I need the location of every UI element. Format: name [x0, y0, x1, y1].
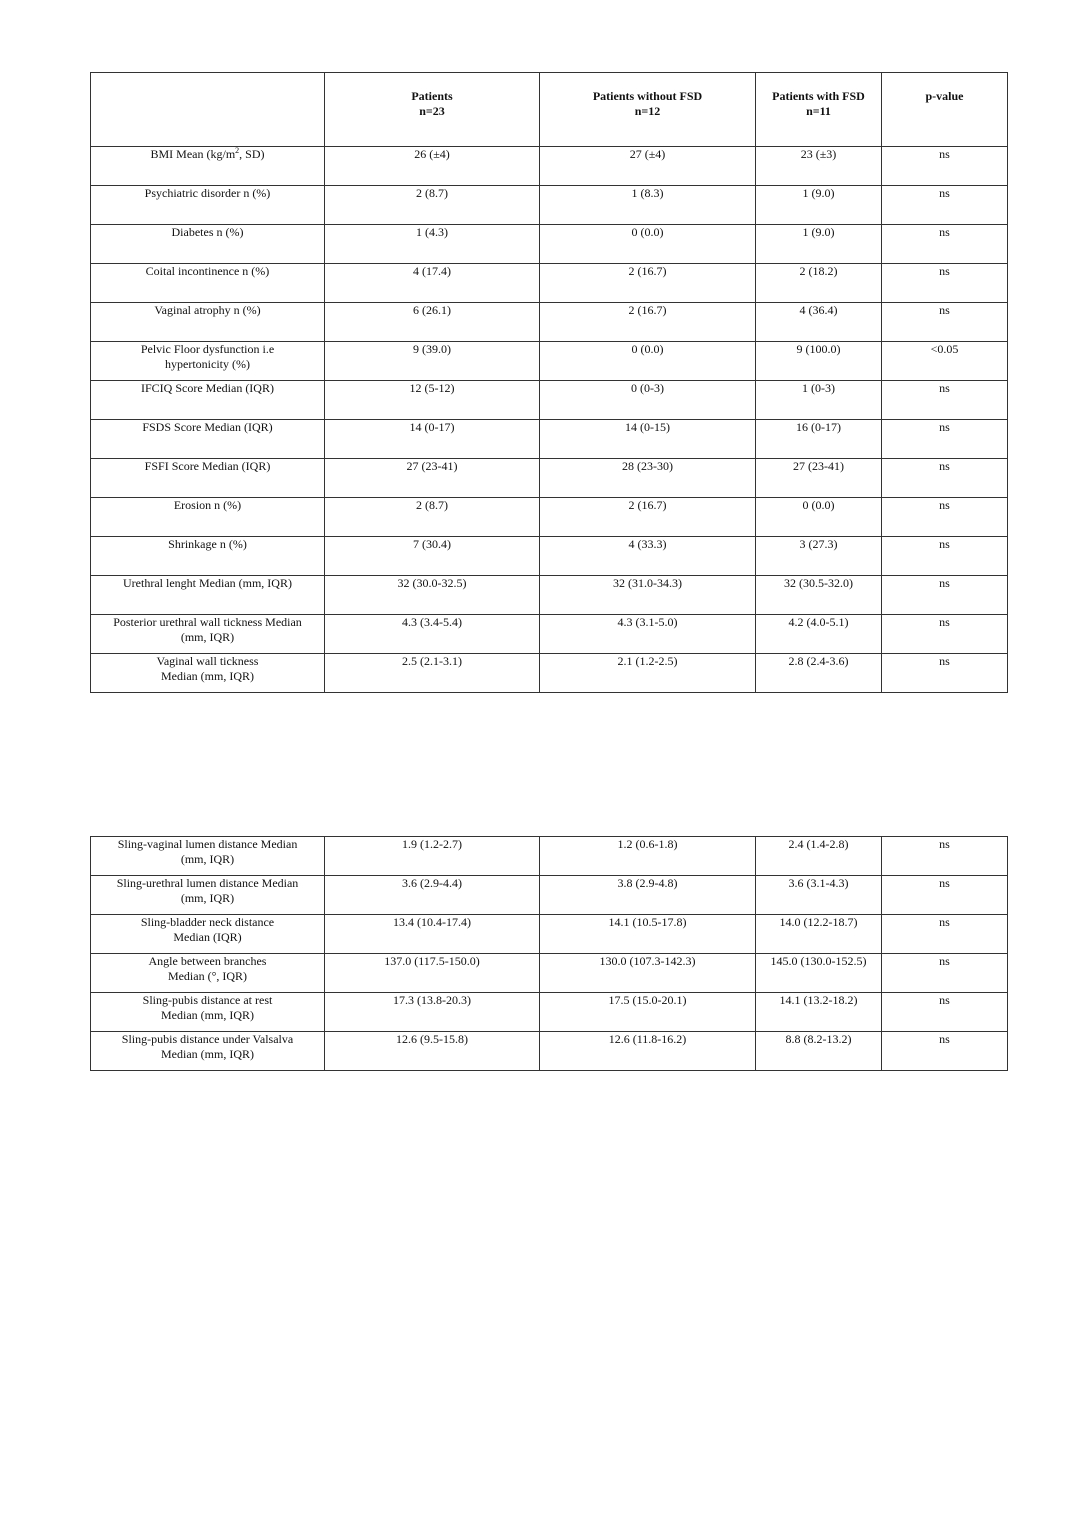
row-label: Vaginal atrophy n (%) [91, 303, 325, 342]
cell-without-fsd: 2 (16.7) [540, 498, 756, 537]
cell-without-fsd: 14.1 (10.5-17.8) [540, 915, 756, 954]
cell-patients: 32 (30.0-32.5) [325, 576, 540, 615]
cell-patients: 3.6 (2.9-4.4) [325, 876, 540, 915]
cell-with-fsd: 1 (0-3) [756, 381, 882, 420]
table-row [91, 993, 1008, 1032]
cell-with-fsd: 27 (23-41) [756, 459, 882, 498]
row-label: Diabetes n (%) [91, 225, 325, 264]
header-p-value: p-value [882, 73, 1008, 147]
cell-without-fsd: 130.0 (107.3-142.3) [540, 954, 756, 993]
cell-patients: 12.6 (9.5-15.8) [325, 1032, 540, 1071]
cell-with-fsd: 4.2 (4.0-5.1) [756, 615, 882, 654]
cell-with-fsd: 23 (±3) [756, 147, 882, 186]
row-label: Psychiatric disorder n (%) [91, 186, 325, 225]
cell-p-value: ns [882, 186, 1008, 225]
header-empty-cell [91, 73, 325, 147]
table-row [91, 303, 1008, 342]
cell-p-value: ns [882, 654, 1008, 693]
row-label: Urethral lenght Median (mm, IQR) [91, 576, 325, 615]
cell-patients: 6 (26.1) [325, 303, 540, 342]
cell-with-fsd: 145.0 (130.0-152.5) [756, 954, 882, 993]
table-row [91, 264, 1008, 303]
table-header [91, 73, 1008, 147]
cell-with-fsd: 3.6 (3.1-4.3) [756, 876, 882, 915]
cell-with-fsd: 2.8 (2.4-3.6) [756, 654, 882, 693]
table-row [91, 498, 1008, 537]
header-patients: Patients n=23 [325, 73, 540, 147]
header-row [91, 73, 1008, 147]
sling-measurements-table [90, 836, 1008, 1071]
cell-without-fsd: 0 (0-3) [540, 381, 756, 420]
cell-p-value: ns [882, 537, 1008, 576]
table-row [91, 915, 1008, 954]
cell-without-fsd: 14 (0-15) [540, 420, 756, 459]
cell-patients: 1 (4.3) [325, 225, 540, 264]
row-label: Erosion n (%) [91, 498, 325, 537]
row-label: BMI Mean ($kg/m^2$, SD) [91, 147, 325, 186]
row-label: Pelvic Floor dysfunction i.e hypertonicity (%) [91, 342, 325, 381]
cell-patients: 4.3 (3.4-5.4) [325, 615, 540, 654]
table-row [91, 342, 1008, 381]
cell-p-value: ns [882, 954, 1008, 993]
cell-without-fsd: 17.5 (15.0-20.1) [540, 993, 756, 1032]
cell-with-fsd: 1 (9.0) [756, 186, 882, 225]
row-label: Posterior urethral wall tickness Median (mm, IQR) [91, 615, 325, 654]
cell-without-fsd: 4.3 (3.1-5.0) [540, 615, 756, 654]
cell-p-value: ns [882, 915, 1008, 954]
cell-p-value: ns [882, 576, 1008, 615]
header-with-fsd: Patients with FSD n=11 [756, 73, 882, 147]
row-label: Sling-pubis distance at rest Median (mm, IQR) [91, 993, 325, 1032]
cell-p-value: ns [882, 381, 1008, 420]
row-label: FSFI Score Median (IQR) [91, 459, 325, 498]
cell-p-value: ns [882, 147, 1008, 186]
cell-patients: 7 (30.4) [325, 537, 540, 576]
cell-patients: 2.5 (2.1-3.1) [325, 654, 540, 693]
cell-p-value: ns [882, 264, 1008, 303]
cell-p-value: ns [882, 420, 1008, 459]
cell-patients: 2 (8.7) [325, 498, 540, 537]
cell-p-value: ns [882, 993, 1008, 1032]
cell-patients: 9 (39.0) [325, 342, 540, 381]
table-row [91, 186, 1008, 225]
table-row [91, 537, 1008, 576]
cell-p-value: ns [882, 498, 1008, 537]
cell-p-value: ns [882, 225, 1008, 264]
cell-without-fsd: 3.8 (2.9-4.8) [540, 876, 756, 915]
row-label: Angle between branches Median (°, IQR) [91, 954, 325, 993]
cell-p-value: ns [882, 876, 1008, 915]
cell-without-fsd: 1 (8.3) [540, 186, 756, 225]
cell-without-fsd: 2.1 (1.2-2.5) [540, 654, 756, 693]
table-row [91, 147, 1008, 186]
cell-patients: 12 (5-12) [325, 381, 540, 420]
cell-patients: 14 (0-17) [325, 420, 540, 459]
cell-without-fsd: 12.6 (11.8-16.2) [540, 1032, 756, 1071]
table-row [91, 615, 1008, 654]
cell-p-value: ns [882, 303, 1008, 342]
cell-patients: 17.3 (13.8-20.3) [325, 993, 540, 1032]
table-row [91, 459, 1008, 498]
table-row [91, 1032, 1008, 1071]
cell-with-fsd: 16 (0-17) [756, 420, 882, 459]
cell-patients: 13.4 (10.4-17.4) [325, 915, 540, 954]
row-label: Sling-vaginal lumen distance Median (mm, IQR) [91, 837, 325, 876]
table-row [91, 954, 1008, 993]
cell-with-fsd: 8.8 (8.2-13.2) [756, 1032, 882, 1071]
row-label: Coital incontinence n (%) [91, 264, 325, 303]
cell-with-fsd: 0 (0.0) [756, 498, 882, 537]
cell-with-fsd: 2 (18.2) [756, 264, 882, 303]
table-row [91, 576, 1008, 615]
cell-with-fsd: 2.4 (1.4-2.8) [756, 837, 882, 876]
cell-with-fsd: 32 (30.5-32.0) [756, 576, 882, 615]
cell-patients: 27 (23-41) [325, 459, 540, 498]
row-label: Sling-bladder neck distance Median (IQR) [91, 915, 325, 954]
cell-patients: 137.0 (117.5-150.0) [325, 954, 540, 993]
row-label: Sling-urethral lumen distance Median (mm, IQR) [91, 876, 325, 915]
row-label: Shrinkage n (%) [91, 537, 325, 576]
cell-patients: 2 (8.7) [325, 186, 540, 225]
cell-without-fsd: 28 (23-30) [540, 459, 756, 498]
table-row [91, 420, 1008, 459]
cell-without-fsd: 1.2 (0.6-1.8) [540, 837, 756, 876]
cell-without-fsd: 2 (16.7) [540, 303, 756, 342]
row-label: FSDS Score Median (IQR) [91, 420, 325, 459]
cell-without-fsd: 4 (33.3) [540, 537, 756, 576]
header-without-fsd: Patients without FSD n=12 [540, 73, 756, 147]
cell-with-fsd: 4 (36.4) [756, 303, 882, 342]
table-row [91, 381, 1008, 420]
cell-patients: 1.9 (1.2-2.7) [325, 837, 540, 876]
cell-p-value: ns [882, 459, 1008, 498]
table-row [91, 225, 1008, 264]
row-label: Sling-pubis distance under Valsalva Median (mm, IQR) [91, 1032, 325, 1071]
cell-with-fsd: 14.0 (12.2-18.7) [756, 915, 882, 954]
patient-characteristics-table [90, 72, 1008, 693]
row-label: IFCIQ Score Median (IQR) [91, 381, 325, 420]
cell-p-value: ns [882, 837, 1008, 876]
cell-with-fsd: 9 (100.0) [756, 342, 882, 381]
table-row [91, 837, 1008, 876]
cell-with-fsd: 14.1 (13.2-18.2) [756, 993, 882, 1032]
cell-without-fsd: 27 (±4) [540, 147, 756, 186]
cell-p-value: <0.05 [882, 342, 1008, 381]
cell-without-fsd: 2 (16.7) [540, 264, 756, 303]
cell-with-fsd: 1 (9.0) [756, 225, 882, 264]
cell-without-fsd: 32 (31.0-34.3) [540, 576, 756, 615]
cell-patients: 26 (±4) [325, 147, 540, 186]
cell-p-value: ns [882, 1032, 1008, 1071]
cell-with-fsd: 3 (27.3) [756, 537, 882, 576]
cell-without-fsd: 0 (0.0) [540, 342, 756, 381]
cell-patients: 4 (17.4) [325, 264, 540, 303]
cell-without-fsd: 0 (0.0) [540, 225, 756, 264]
cell-p-value: ns [882, 615, 1008, 654]
row-label: Vaginal wall tickness Median (mm, IQR) [91, 654, 325, 693]
table-row [91, 654, 1008, 693]
table-row [91, 876, 1008, 915]
